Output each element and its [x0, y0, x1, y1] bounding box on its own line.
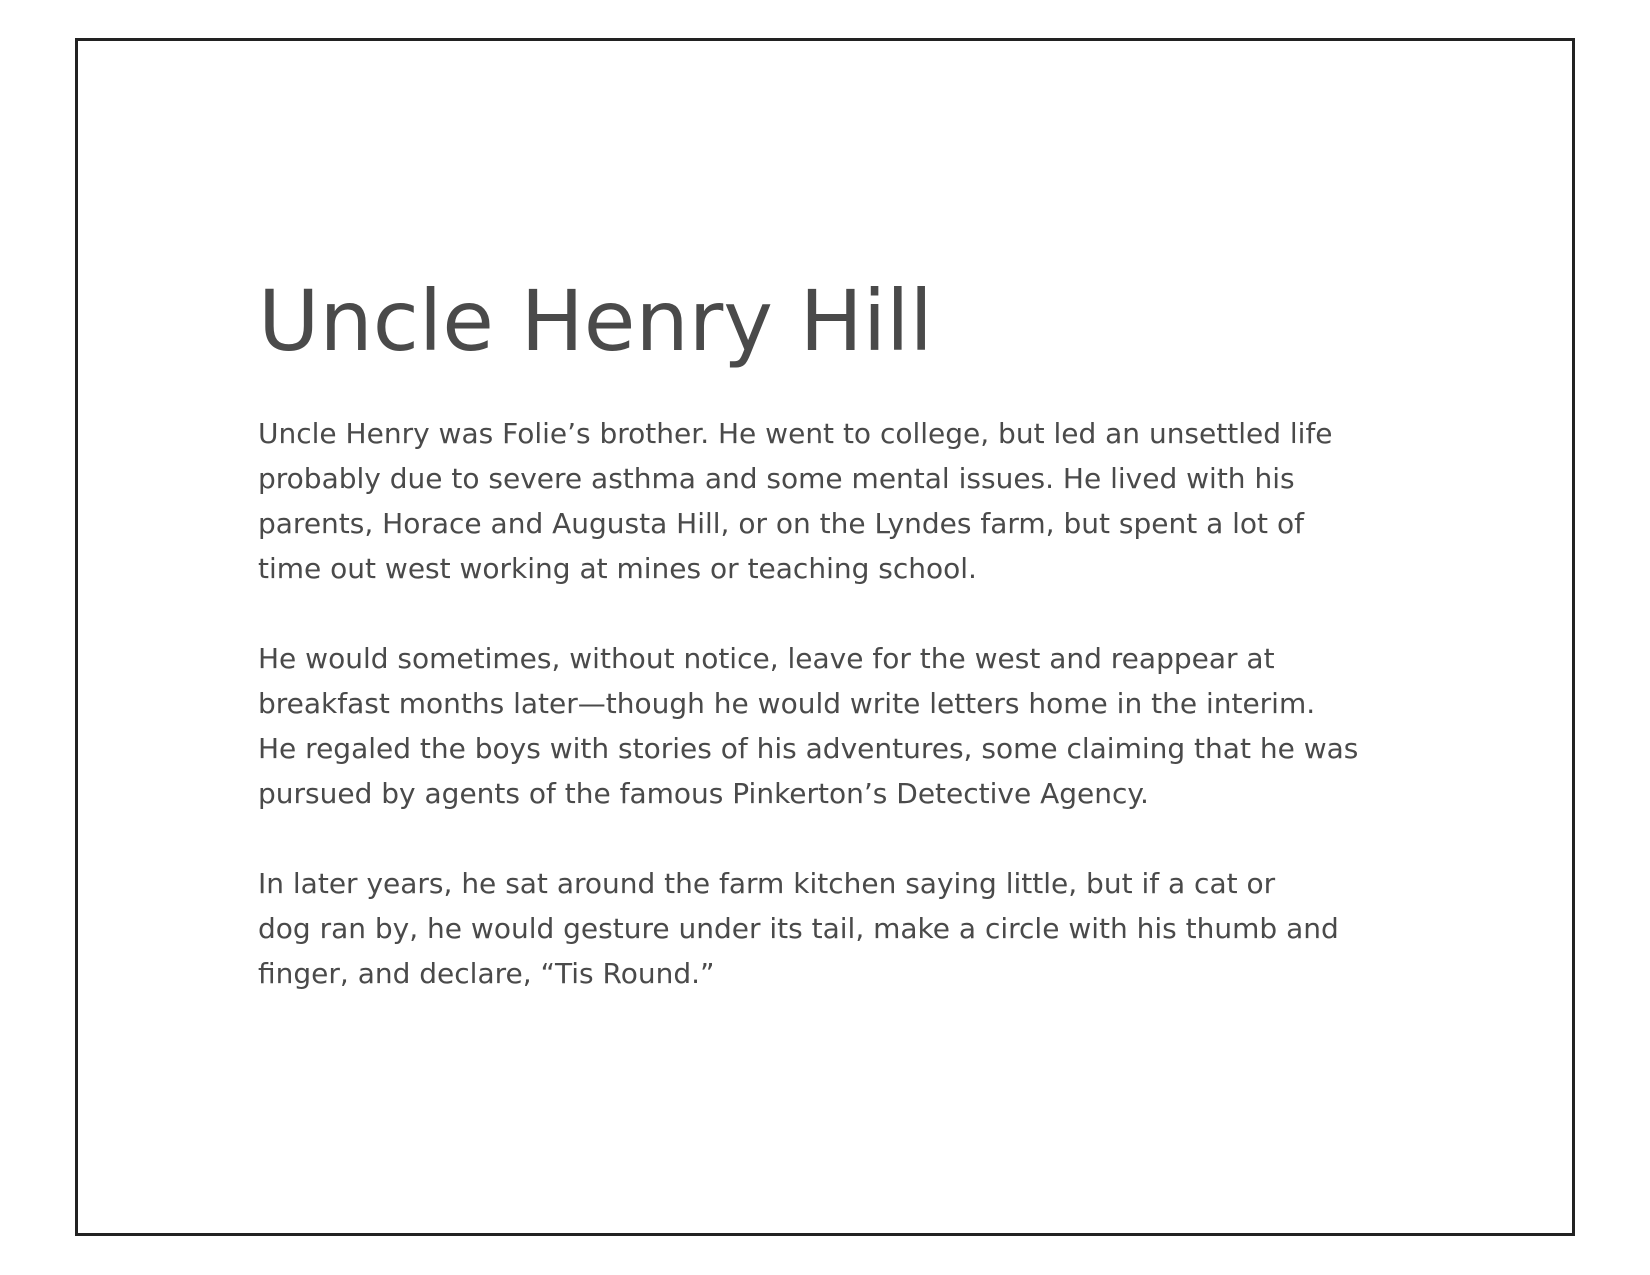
page-title: Uncle Henry Hill — [258, 272, 933, 370]
paragraph-line: parents, Horace and Augusta Hill, or on the Lyndes farm, but spent a lot of — [258, 507, 1304, 540]
paragraphs — [258, 411, 1458, 996]
paragraph-3 — [258, 861, 1458, 996]
paragraph-line: dog ran by, he would gesture under its tail, make a circle with his thumb and — [258, 912, 1339, 945]
paragraph-line: He would sometimes, without notice, leave for the west and reappear at — [258, 642, 1275, 675]
paragraph-line: pursued by agents of the famous Pinkerton’s Detective Agency. — [258, 777, 1149, 810]
paragraph-2 — [258, 636, 1458, 816]
paragraph-line: breakfast months later—though he would write letters home in the interim. — [258, 687, 1316, 720]
paragraph-line: probably due to severe asthma and some mental issues. He lived with his — [258, 462, 1295, 495]
paragraph-1 — [258, 411, 1458, 591]
paragraph-line: In later years, he sat around the farm kitchen saying little, but if a cat or — [258, 867, 1276, 900]
paragraph-line: finger, and declare, “Tis Round.” — [258, 957, 715, 990]
paragraph-line: Uncle Henry was Folie’s brother. He went to college, but led an unsettled life — [258, 417, 1333, 450]
paragraph-line: time out west working at mines or teaching school. — [258, 552, 977, 585]
page-frame — [75, 38, 1575, 1236]
document-content — [258, 271, 1458, 1041]
paragraph-line: He regaled the boys with stories of his adventures, some claiming that he was — [258, 732, 1359, 765]
